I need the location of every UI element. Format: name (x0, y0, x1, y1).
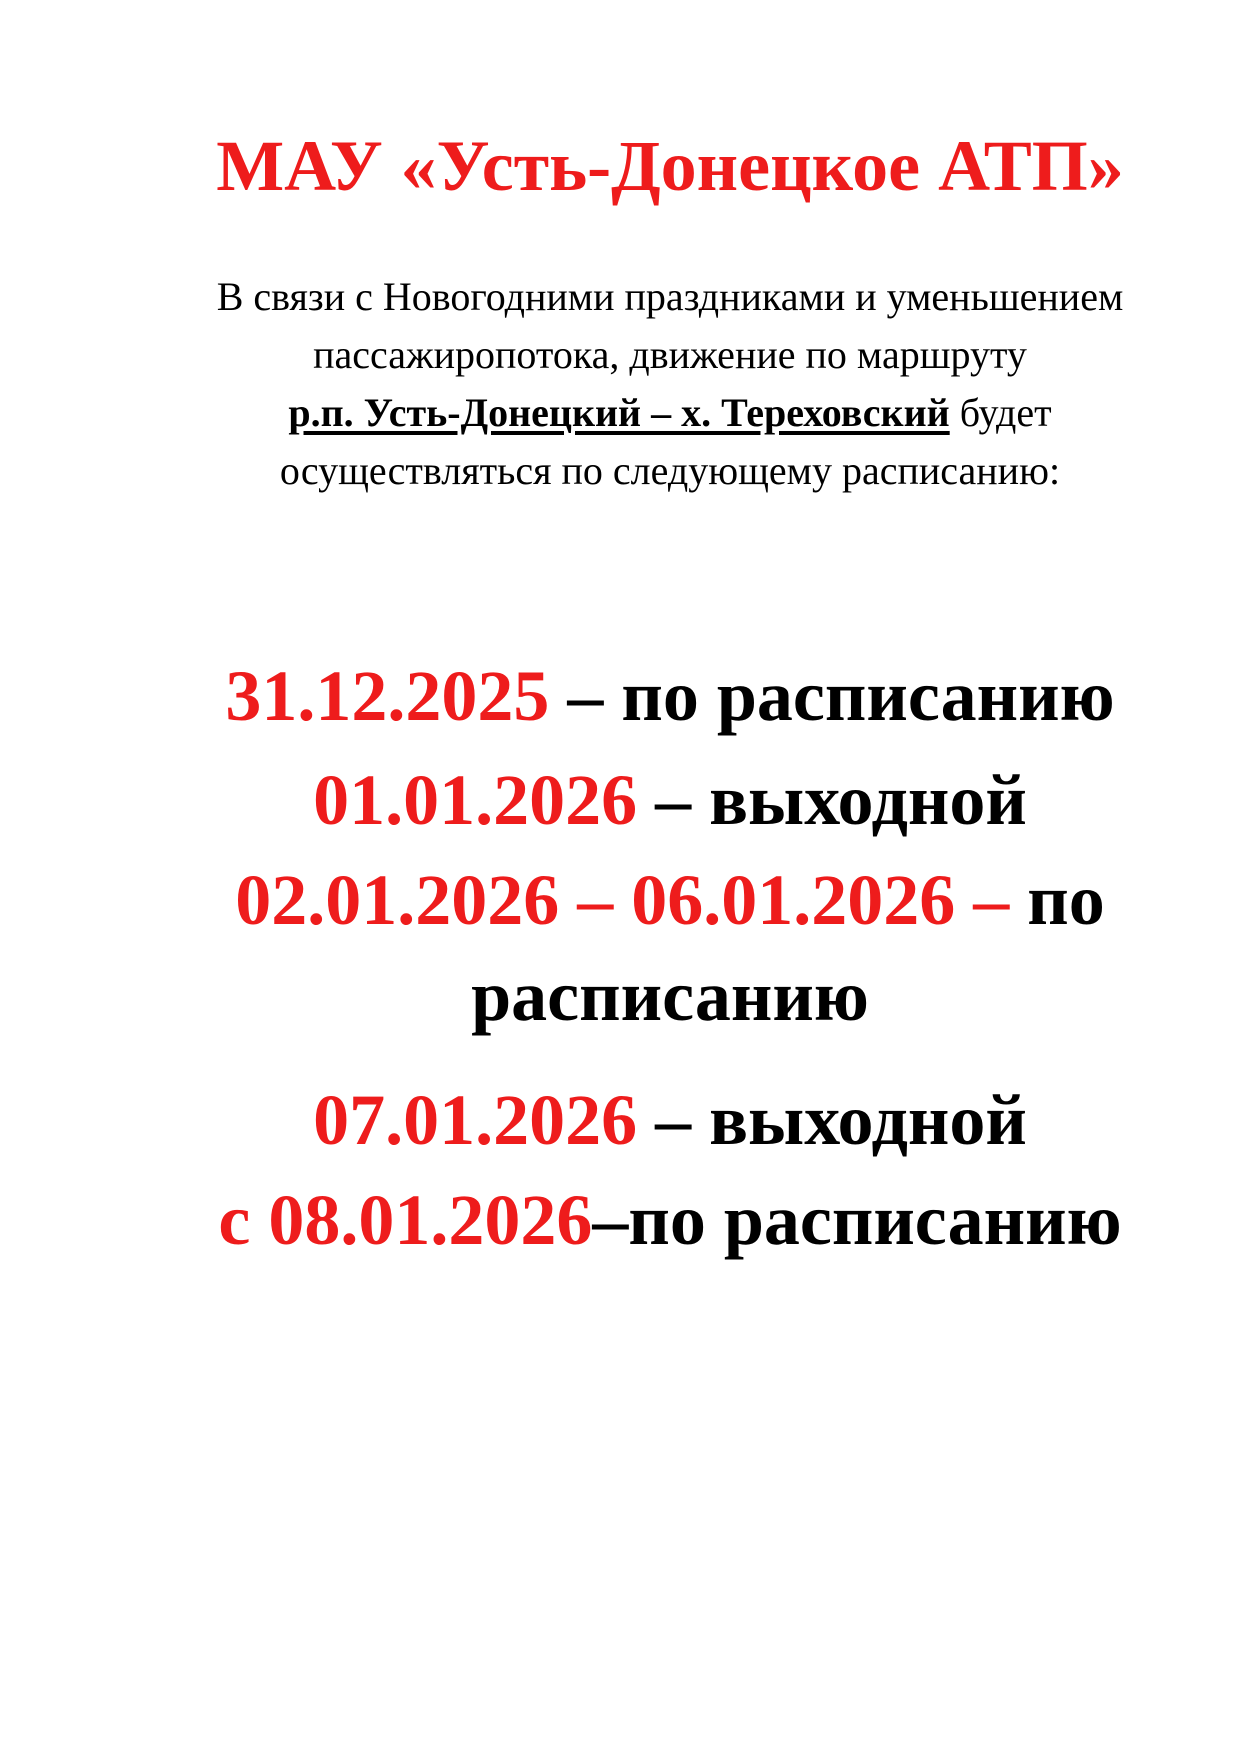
intro-text-after-route: будет осуществляться по следующему расписанию: (279, 390, 1061, 493)
intro-paragraph (190, 268, 1150, 500)
schedule-date: 02.01.2026 – 06.01.2026 – (235, 860, 1010, 940)
schedule-status: –по расписанию (592, 1180, 1122, 1260)
schedule-status: – выходной (655, 1080, 1027, 1160)
schedule-date: 31.12.2025 (225, 656, 550, 736)
schedule-entry (150, 648, 1190, 744)
page-title: МАУ «Усть-Донецкое АТП» (216, 126, 1124, 206)
schedule-date: с 08.01.2026 (218, 1180, 593, 1260)
schedule-date: 01.01.2026 (313, 760, 638, 840)
intro-text-before-route: В связи с Новогодними праздниками и уменьшением пассажиропотока, движение по маршруту (216, 274, 1124, 377)
schedule-entry (150, 1172, 1190, 1268)
schedule-status: – выходной (655, 760, 1027, 840)
schedule-status: по расписанию (471, 860, 1105, 1036)
schedule-date: 07.01.2026 (313, 1080, 638, 1160)
route-name: р.п. Усть-Донецкий – х. Тереховский (288, 390, 950, 435)
schedule-entry (150, 1072, 1190, 1168)
schedule-status: – по расписанию (567, 656, 1115, 736)
schedule-entry (150, 752, 1190, 848)
schedule-entry (150, 852, 1190, 1044)
